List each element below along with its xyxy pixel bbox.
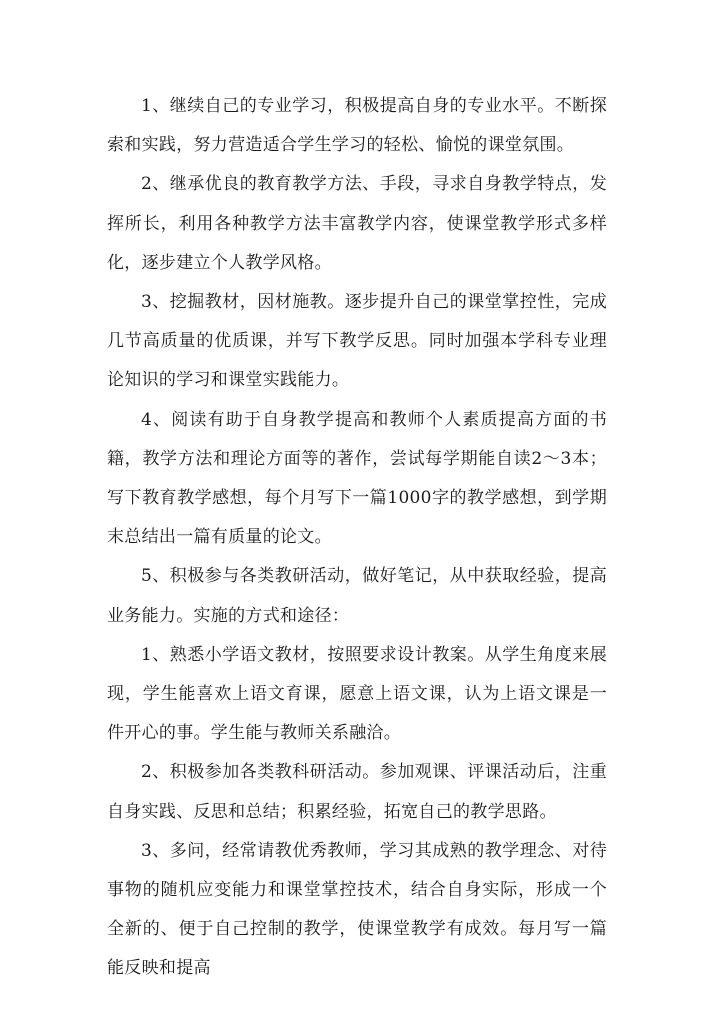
paragraph-3: 3、挖掘教材，因材施教。逐步提升自己的课堂掌控性，完成几节高质量的优质课，并写下教学反思。同时加强本学科专业理论知识的学习和课堂实践能力。: [107, 292, 607, 391]
paragraph-4: 4、阅读有助于自身教学提高和教师个人素质提高方面的书籍，教学方法和理论方面等的著作，尝试每学期能自读2～3本；写下教育教学感想，每个月写下一篇1000字的教学感想，到学期末总结出一篇有质量的论文。: [107, 409, 607, 548]
paragraph-8: 3、多问，经常请教优秀教师，学习其成熟的教学理念、对待事物的随机应变能力和课堂掌控技术，结合自身实际，形成一个全新的、便于自己控制的教学，使课堂教学有成效。每月写一篇能反映和提高: [107, 840, 607, 979]
document-body: [107, 87, 607, 989]
paragraph-7: 2、积极参加各类教科研活动。参加观课、评课活动后，注重自身实践、反思和总结；积累经验，拓宽自己的教学思路。: [107, 762, 607, 822]
paragraph-1: 1、继续自己的专业学习，积极提高自身的专业水平。不断探索和实践，努力营造适合学生学习的轻松、愉悦的课堂氛围。: [107, 96, 607, 156]
paragraph-2: 2、继承优良的教育教学方法、手段，寻求自身教学特点，发挥所长，利用各种教学方法丰富教学内容，使课堂教学形式多样化，逐步建立个人教学风格。: [107, 174, 607, 273]
paragraph-5: 5、积极参与各类教研活动，做好笔记，从中获取经验，提高业务能力。实施的方式和途径：: [107, 566, 607, 626]
paragraph-6: 1、熟悉小学语文教材，按照要求设计教案。从学生角度来展现，学生能喜欢上语文育课，愿意上语文课，认为上语文课是一件开心的事。学生能与教师关系融洽。: [107, 644, 607, 744]
